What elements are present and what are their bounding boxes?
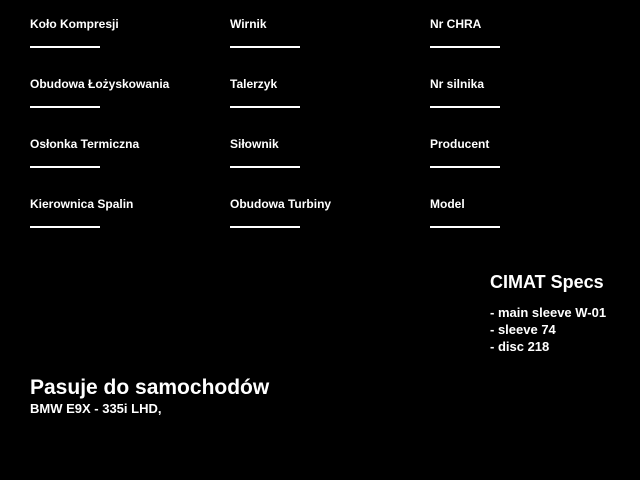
cimat-specs-title: CIMAT Specs [490, 272, 604, 292]
compatibility-title: Pasuje do samochodów [30, 376, 270, 399]
field-label: Obudowa Turbiny [230, 197, 332, 211]
field-producent [430, 136, 630, 196]
field-nr-silnika [430, 76, 630, 136]
field-label: Talerzyk [230, 77, 278, 91]
field-label: Nr CHRA [430, 17, 482, 31]
cimat-specs-list [490, 304, 606, 355]
field-talerzyk [230, 76, 430, 136]
field-value-input[interactable] [230, 152, 300, 168]
field-label: Koło Kompresji [30, 17, 119, 31]
field-label: Osłonka Termiczna [30, 137, 140, 151]
field-oslonka-termiczna [30, 136, 230, 196]
field-silownik [230, 136, 430, 196]
field-value-input[interactable] [30, 152, 100, 168]
field-label: Kierownica Spalin [30, 197, 134, 211]
field-value-input[interactable] [230, 92, 300, 108]
field-label: Nr silnika [430, 77, 485, 91]
field-value-input[interactable] [430, 152, 500, 168]
field-value-input[interactable] [30, 92, 100, 108]
field-label: Siłownik [230, 137, 279, 151]
field-value-input[interactable] [430, 32, 500, 48]
field-obudowa-turbiny [230, 196, 430, 256]
field-label: Wirnik [230, 17, 267, 31]
parts-fields-grid [30, 16, 630, 256]
field-value-input[interactable] [30, 212, 100, 228]
field-value-input[interactable] [430, 92, 500, 108]
field-obudowa-lozyskowania [30, 76, 230, 136]
field-label: Obudowa Łożyskowania [30, 77, 170, 91]
field-label: Model [430, 197, 465, 211]
field-value-input[interactable] [430, 212, 500, 228]
field-wirnik [230, 16, 430, 76]
field-kierownica-spalin [30, 196, 230, 256]
field-model [430, 196, 630, 256]
field-label: Producent [430, 137, 490, 151]
field-value-input[interactable] [230, 32, 300, 48]
field-kolo-kompresji [30, 16, 230, 76]
cimat-specs-section [490, 272, 606, 355]
field-value-input[interactable] [30, 32, 100, 48]
cimat-specs-item: - disc 218 [490, 339, 550, 354]
compatibility-section [30, 376, 269, 416]
compatibility-cars-list: BMW E9X - 335i LHD, [30, 401, 162, 416]
field-value-input[interactable] [230, 212, 300, 228]
cimat-specs-item: - main sleeve W-01 [490, 305, 607, 320]
cimat-specs-item: - sleeve 74 [490, 322, 556, 337]
field-nr-chra [430, 16, 630, 76]
